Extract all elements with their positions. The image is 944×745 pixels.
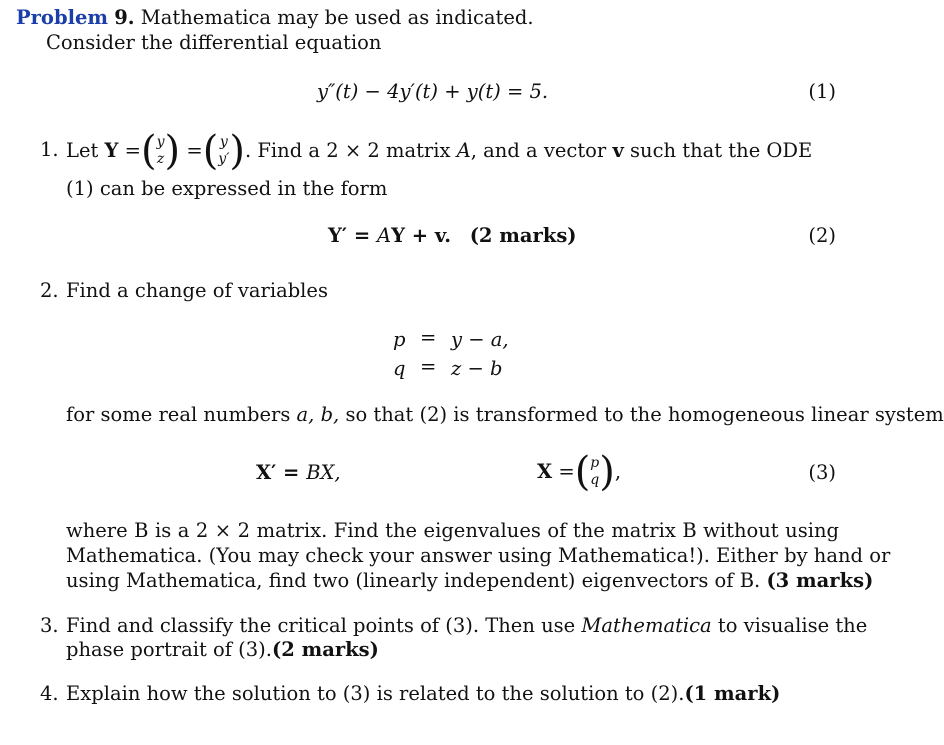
item3-line1: Find and classify the critical points of (3). Then use Mathematica to visualise the: [66, 614, 868, 637]
row1-left: p: [393, 328, 406, 351]
item1-text-a: . Find a 2 × 2 matrix: [245, 139, 451, 162]
problem-label: Problem: [16, 6, 109, 29]
item3-line2: phase portrait of (3).(2 marks): [66, 638, 379, 661]
item2-line3: for some real numbers a, b, so that (2) is transformed to the homogeneous linear system: [66, 403, 944, 426]
problem-intro: Mathematica may be used as indicated.: [140, 6, 534, 29]
item2-text: Find a change of variables: [66, 279, 328, 302]
paren-open: (: [141, 128, 157, 174]
ode-equation: y″(t) − 4y′(t) + y(t) = 5.: [317, 80, 549, 103]
ode-tag: (1): [808, 80, 836, 103]
eq2-marks: (2 marks): [469, 224, 577, 247]
problem-header: [16, 6, 534, 30]
row1-right: y − a,: [451, 328, 509, 351]
vector-yyprime: y y′: [218, 134, 230, 167]
vector-pq: p q: [590, 455, 600, 488]
sys-X-def: X = ( p q ) ,: [537, 449, 622, 495]
item2-number: 2.: [40, 279, 59, 302]
sys-equation: X′ = BX,: [256, 461, 341, 484]
item1-A: A: [456, 139, 471, 162]
row2-eq: =: [420, 355, 437, 378]
item1-let: Let: [66, 139, 99, 162]
paren-close: ): [164, 128, 181, 174]
problem-number: 9.: [114, 6, 135, 29]
item4-text: Explain how the solution to (3) is related to the solution to (2).(1 mark): [66, 682, 781, 705]
item1-Y: Y: [104, 139, 119, 162]
paren-close-2: ): [229, 128, 245, 174]
paren-open-3: (: [574, 449, 591, 495]
row2-left: q: [393, 357, 406, 380]
eq2: [328, 224, 577, 248]
eq2-lhs: Y′ =: [328, 224, 377, 247]
item1-text-c: such that the ODE: [630, 139, 813, 162]
item1-eq1: =: [124, 139, 141, 162]
item1-line1: [66, 126, 812, 176]
item1-eq2: =: [186, 139, 203, 162]
paren-close-3: ): [599, 449, 615, 495]
paren-open-2: (: [202, 128, 219, 174]
item4-number: 4.: [40, 682, 59, 705]
eq2-rhs: Y + v.: [391, 224, 452, 247]
item1-line2: (1) can be expressed in the form: [66, 177, 388, 200]
item2-para-line1: where B is a 2 × 2 matrix. Find the eigenvalues of the matrix B without using: [66, 519, 839, 542]
item1-v: v: [612, 139, 624, 162]
item3-number: 3.: [40, 614, 59, 637]
item2-para-line2: Mathematica. (You may check your answer using Mathematica!). Either by hand or: [66, 544, 891, 567]
eq2-tag: (2): [808, 224, 836, 247]
row1-eq: =: [420, 326, 437, 349]
item1-number: 1.: [40, 138, 59, 161]
row2-right: z − b: [451, 357, 503, 380]
item2-para-line3: using Mathematica, find two (linearly independent) eigenvectors of B. (3 marks): [66, 569, 874, 592]
eq2-A: A: [376, 224, 392, 247]
sys-tag: (3): [808, 461, 836, 484]
consider-text: Consider the differential equation: [46, 31, 382, 54]
vector-yz: y z: [156, 134, 165, 167]
item1-text-b: , and a vector: [470, 139, 607, 162]
